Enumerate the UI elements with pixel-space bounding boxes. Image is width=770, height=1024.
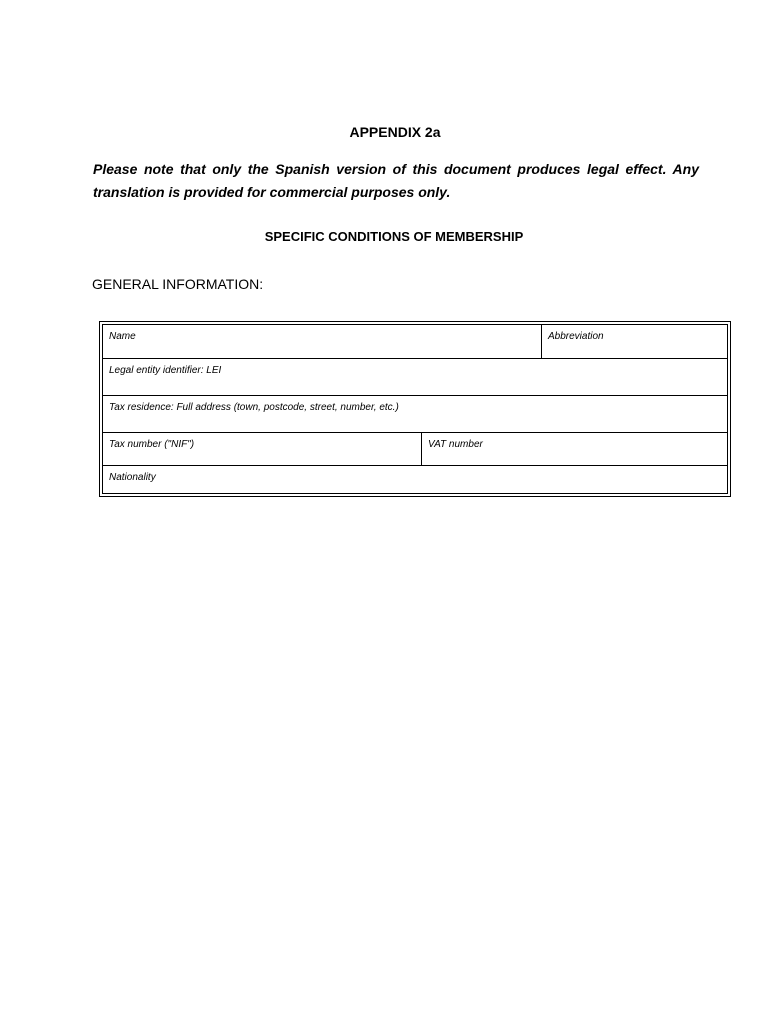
- vat-number-label: VAT number: [428, 439, 483, 450]
- abbreviation-label: Abbreviation: [548, 331, 604, 342]
- section-title: SPECIFIC CONDITIONS OF MEMBERSHIP: [264, 229, 524, 244]
- tax-number-field[interactable]: [103, 433, 422, 465]
- form-row-tax-number: [103, 433, 727, 466]
- nationality-field[interactable]: [103, 466, 727, 495]
- form-row-tax-residence: [103, 396, 727, 433]
- lei-field[interactable]: [103, 359, 727, 395]
- name-field[interactable]: [103, 325, 542, 358]
- abbreviation-field[interactable]: [542, 325, 727, 358]
- vat-number-field[interactable]: [422, 433, 727, 465]
- appendix-title: APPENDIX 2a: [349, 124, 441, 140]
- general-info-heading: GENERAL INFORMATION:: [92, 276, 264, 292]
- name-label: Name: [109, 331, 136, 342]
- form-row-nationality: [103, 466, 727, 495]
- general-info-form: [99, 321, 731, 497]
- tax-number-label: Tax number ("NIF"): [109, 439, 195, 450]
- form-table: [102, 324, 728, 494]
- form-row-lei: [103, 359, 727, 396]
- tax-residence-field[interactable]: [103, 396, 727, 432]
- form-row-name: [103, 325, 727, 359]
- nationality-label: Nationality: [109, 472, 156, 483]
- lei-label: Legal entity identifier: LEI: [109, 365, 222, 376]
- legal-notice: Please note that only the Spanish version of this document produces legal effect. Any translation is provided for commercial purposes only.: [93, 161, 699, 200]
- tax-residence-label: Tax residence: Full address (town, postcode, street, number, etc.): [109, 402, 399, 413]
